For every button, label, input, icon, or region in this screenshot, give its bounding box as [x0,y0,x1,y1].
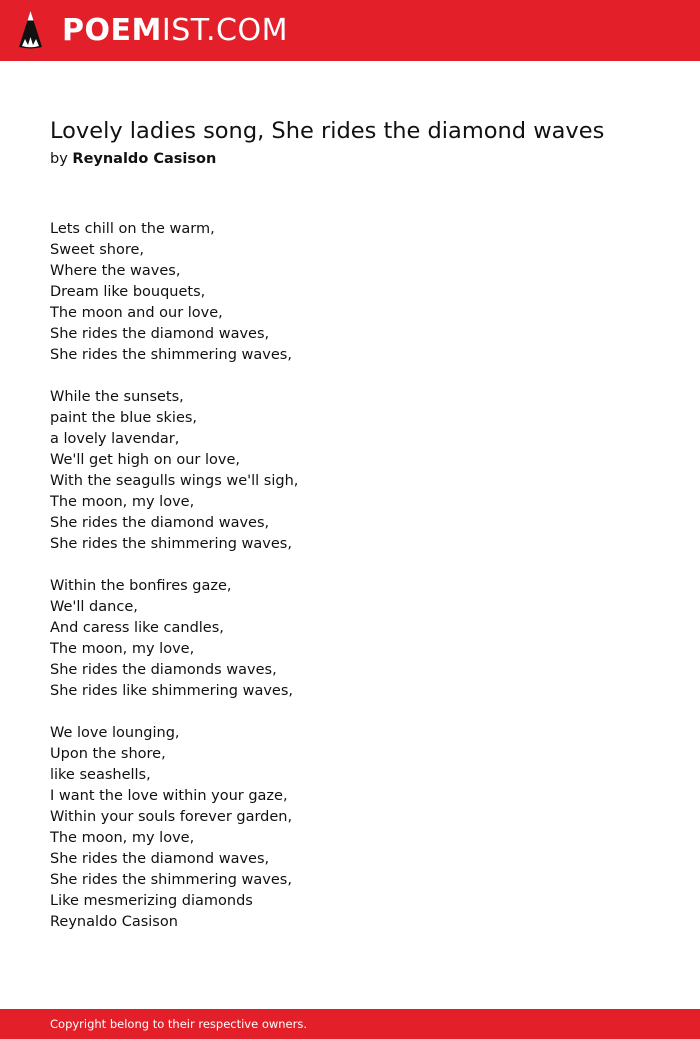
site-logo-text[interactable] [62,13,288,49]
poem-stanza [50,219,650,366]
poem-line: She rides the diamond waves, [50,515,270,531]
poem-line: With the seagulls wings we'll sigh, [50,473,299,489]
poem-line: I want the love within your gaze, [50,788,288,804]
poem-line: We love lounging, [50,725,180,741]
poem-line: While the sunsets, [50,389,184,405]
poem-line: Within the bonfires gaze, [50,578,232,594]
poem-line: Dream like bouquets, [50,284,206,300]
poem-line: a lovely lavendar, [50,431,180,447]
poem-body [50,219,650,954]
site-footer [0,1009,700,1039]
poem-line: Upon the shore, [50,746,166,762]
poem-byline [50,149,216,169]
site-header [0,0,700,61]
poem-line: And caress like candles, [50,620,224,636]
poem-line: She rides the shimmering waves, [50,536,292,552]
poem-stanza [50,387,650,555]
poem-line: paint the blue skies, [50,410,198,426]
logo-strong-part: POEM [62,13,162,48]
poem-line: Like mesmerizing diamonds [50,893,253,909]
poem-line: We'll get high on our love, [50,452,241,468]
poem-line: Within your souls forever garden, [50,809,293,825]
poem-line: The moon and our love, [50,305,223,321]
poem-line: She rides the shimmering waves, [50,872,292,888]
copyright-notice: Copyright belong to their respective owners. [50,1017,308,1031]
poem-line: The moon, my love, [50,830,195,846]
poem-line: like seashells, [50,767,151,783]
poem-line: She rides the diamond waves, [50,851,270,867]
poem-line: She rides the diamonds waves, [50,662,277,678]
poem-line: The moon, my love, [50,641,195,657]
poem-title: Lovely ladies song, She rides the diamond waves [50,118,605,144]
poem-line: She rides like shimmering waves, [50,683,294,699]
poem-line: Reynaldo Casison [50,914,178,930]
poem-line: The moon, my love, [50,494,195,510]
poem-line: Where the waves, [50,263,181,279]
poem-line: Sweet shore, [50,242,144,258]
poem-stanza [50,723,650,933]
poem-line: Lets chill on the warm, [50,221,215,237]
pencil-logo-icon[interactable] [17,9,44,51]
poem-line: She rides the shimmering waves, [50,347,292,363]
by-label: by [50,151,68,167]
poem-stanza [50,576,650,702]
poem-line: She rides the diamond waves, [50,326,270,342]
logo-light-part: IST.COM [161,13,288,48]
poem-line: We'll dance, [50,599,138,615]
poem-author: Reynaldo Casison [72,151,217,167]
